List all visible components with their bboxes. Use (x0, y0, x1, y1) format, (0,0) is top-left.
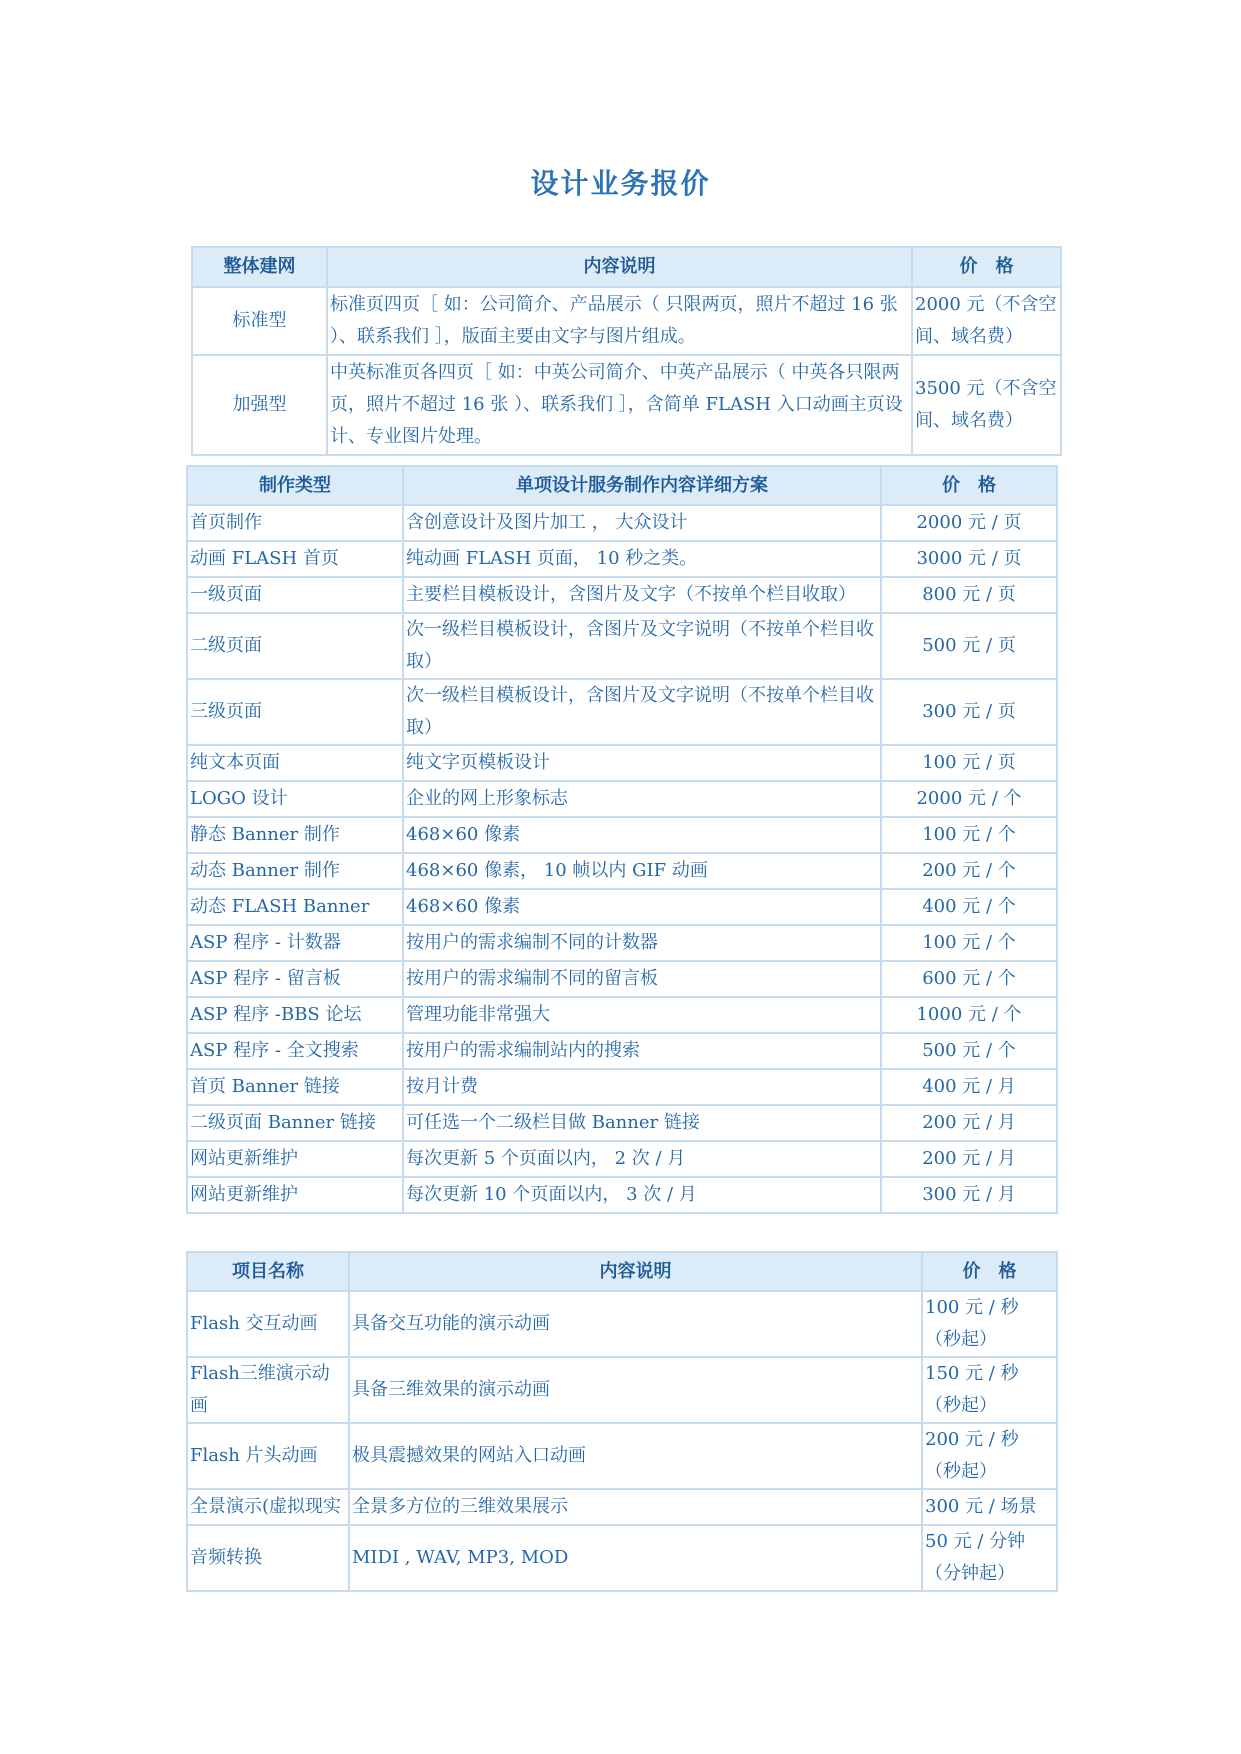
project-name: Flash三维演示动画 (187, 1357, 349, 1423)
service-type: LOGO 设计 (187, 781, 403, 817)
service-type: 网站更新维护 (187, 1177, 403, 1213)
service-description: 按用户的需求编制站内的搜索 (403, 1033, 881, 1069)
service-type: 二级页面 (187, 613, 403, 679)
table-row (192, 355, 1061, 455)
table-row (187, 679, 1057, 745)
table-row (187, 541, 1057, 577)
service-price: 300 元 / 页 (881, 679, 1057, 745)
service-price: 2000 元 / 页 (881, 505, 1057, 541)
service-description: 468×60 像素 (403, 817, 881, 853)
service-description: 每次更新 10 个页面以内， 3 次 / 月 (403, 1177, 881, 1213)
service-description: 管理功能非常强大 (403, 997, 881, 1033)
service-price: 3000 元 / 页 (881, 541, 1057, 577)
service-description: 按月计费 (403, 1069, 881, 1105)
page-title: 设计业务报价 (530, 167, 711, 200)
column-header-price: 价 格 (881, 466, 1057, 505)
service-price: 200 元 / 个 (881, 853, 1057, 889)
project-name: 音频转换 (187, 1525, 349, 1591)
service-type: 静态 Banner 制作 (187, 817, 403, 853)
column-header-desc: 内容说明 (349, 1252, 922, 1291)
project-price: 150 元 / 秒（秒起） (922, 1357, 1057, 1423)
service-description: 次一级栏目模板设计，含图片及文字说明（不按单个栏目收取） (403, 679, 881, 745)
service-price: 300 元 / 月 (881, 1177, 1057, 1213)
service-price: 500 元 / 页 (881, 613, 1057, 679)
service-price: 400 元 / 月 (881, 1069, 1057, 1105)
column-header-desc: 单项设计服务制作内容详细方案 (403, 466, 881, 505)
service-description: 纯动画 FLASH 页面， 10 秒之类。 (403, 541, 881, 577)
table-row (187, 1177, 1057, 1213)
service-price: 100 元 / 个 (881, 925, 1057, 961)
service-type: ASP 程序 - 留言板 (187, 961, 403, 997)
service-type: 动态 Banner 制作 (187, 853, 403, 889)
service-type: 二级页面 Banner 链接 (187, 1105, 403, 1141)
table-row (187, 1291, 1057, 1357)
table-row (187, 889, 1057, 925)
service-description: 468×60 像素， 10 帧以内 GIF 动画 (403, 853, 881, 889)
service-type: 动态 FLASH Banner (187, 889, 403, 925)
service-description: 468×60 像素 (403, 889, 881, 925)
service-type: ASP 程序 - 计数器 (187, 925, 403, 961)
service-description: 主要栏目模板设计，含图片及文字（不按单个栏目收取） (403, 577, 881, 613)
service-price: 200 元 / 月 (881, 1105, 1057, 1141)
column-header-price: 价 格 (912, 247, 1061, 287)
table-row (187, 781, 1057, 817)
service-price: 600 元 / 个 (881, 961, 1057, 997)
service-price: 200 元 / 月 (881, 1141, 1057, 1177)
table-header-row (187, 1252, 1057, 1291)
table-row (192, 287, 1061, 355)
table-row (187, 1489, 1057, 1525)
project-price: 50 元 / 分钟（分钟起） (922, 1525, 1057, 1591)
project-description: 具备交互功能的演示动画 (349, 1291, 922, 1357)
table-row (187, 1105, 1057, 1141)
project-description: MIDI , WAV, MP3, MOD (349, 1525, 922, 1591)
single-service-table (186, 465, 1058, 1214)
service-description: 可任选一个二级栏目做 Banner 链接 (403, 1105, 881, 1141)
service-description: 每次更新 5 个页面以内， 2 次 / 月 (403, 1141, 881, 1177)
service-price: 800 元 / 页 (881, 577, 1057, 613)
service-price: 500 元 / 个 (881, 1033, 1057, 1069)
service-type: 纯文本页面 (187, 745, 403, 781)
table-row (187, 613, 1057, 679)
website-package-table (191, 246, 1062, 456)
package-description: 中英标准页各四页［ 如：中英公司简介、中英产品展示（ 中英各只限两页，照片不超过 16 张 ）、联系我们 ］，含简单 FLASH 入口动画主页设计、专业图片处理。 (327, 355, 912, 455)
service-type: 一级页面 (187, 577, 403, 613)
service-type: 三级页面 (187, 679, 403, 745)
project-name: Flash 片头动画 (187, 1423, 349, 1489)
table-row (187, 505, 1057, 541)
table-row (187, 853, 1057, 889)
service-price: 100 元 / 个 (881, 817, 1057, 853)
table-row (187, 577, 1057, 613)
service-price: 400 元 / 个 (881, 889, 1057, 925)
project-price: 100 元 / 秒（秒起） (922, 1291, 1057, 1357)
table-header-row (187, 466, 1057, 505)
service-type: 网站更新维护 (187, 1141, 403, 1177)
column-header-type: 制作类型 (187, 466, 403, 505)
service-description: 企业的网上形象标志 (403, 781, 881, 817)
table-row (187, 1069, 1057, 1105)
service-type: 首页 Banner 链接 (187, 1069, 403, 1105)
table-row (187, 997, 1057, 1033)
package-description: 标准页四页［ 如：公司简介、产品展示（ 只限两页，照片不超过 16 张 ）、联系我们 ］，版面主要由文字与图片组成。 (327, 287, 912, 355)
service-type: 动画 FLASH 首页 (187, 541, 403, 577)
project-price: 300 元 / 场景 (922, 1489, 1057, 1525)
service-description: 含创意设计及图片加工 ， 大众设计 (403, 505, 881, 541)
service-description: 纯文字页模板设计 (403, 745, 881, 781)
package-name: 加强型 (192, 355, 327, 455)
table-row (187, 817, 1057, 853)
table-row (187, 961, 1057, 997)
project-description: 全景多方位的三维效果展示 (349, 1489, 922, 1525)
package-price: 3500 元（不含空间、域名费） (912, 355, 1061, 455)
project-name: Flash 交互动画 (187, 1291, 349, 1357)
column-header-desc: 内容说明 (327, 247, 912, 287)
table-row (187, 745, 1057, 781)
column-header-price: 价 格 (922, 1252, 1057, 1291)
table-row (187, 1357, 1057, 1423)
service-description: 按用户的需求编制不同的计数器 (403, 925, 881, 961)
service-type: ASP 程序 -BBS 论坛 (187, 997, 403, 1033)
column-header-type: 项目名称 (187, 1252, 349, 1291)
project-price: 200 元 / 秒（秒起） (922, 1423, 1057, 1489)
table-row (187, 925, 1057, 961)
animation-service-table (186, 1251, 1058, 1592)
package-price: 2000 元（不含空间、域名费） (912, 287, 1061, 355)
table-row (187, 1141, 1057, 1177)
service-description: 按用户的需求编制不同的留言板 (403, 961, 881, 997)
project-description: 具备三维效果的演示动画 (349, 1357, 922, 1423)
table-header-row (192, 247, 1061, 287)
service-type: ASP 程序 - 全文搜索 (187, 1033, 403, 1069)
table-row (187, 1033, 1057, 1069)
service-price: 100 元 / 页 (881, 745, 1057, 781)
package-name: 标准型 (192, 287, 327, 355)
service-type: 首页制作 (187, 505, 403, 541)
service-description: 次一级栏目模板设计，含图片及文字说明（不按单个栏目收取） (403, 613, 881, 679)
column-header-type: 整体建网 (192, 247, 327, 287)
service-price: 2000 元 / 个 (881, 781, 1057, 817)
table-row (187, 1525, 1057, 1591)
project-name: 全景演示(虚拟现实 (187, 1489, 349, 1525)
project-description: 极具震撼效果的网站入口动画 (349, 1423, 922, 1489)
service-price: 1000 元 / 个 (881, 997, 1057, 1033)
table-row (187, 1423, 1057, 1489)
